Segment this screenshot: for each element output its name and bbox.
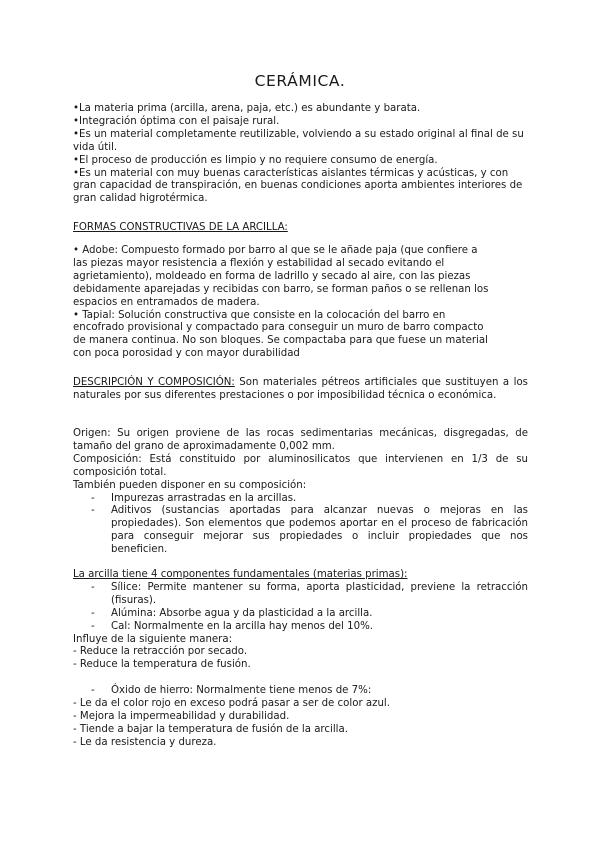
tambien-item: - Impurezas arrastradas en la arcillas. [91, 492, 297, 504]
dash-marker: - [91, 685, 95, 696]
oxido-item: - Le da el color rojo en exceso podrá pasar a ser de color azul. [73, 697, 390, 709]
descripcion-block [73, 377, 528, 403]
tambien-item: - Aditivos (sustancias aportadas para alcanzar nuevas o mejoras en las propiedades). Son elementos que podemos aportar en el proceso de fabricación para conseguir mejorar sus propiedades o incluir propiedades que nos beneficien. [91, 505, 528, 556]
intro-item: •Es un material completamente reutilizable, volviendo a su estado original al final de su vida útil. [73, 128, 524, 153]
oxido-item: - Tiende a bajar la temperatura de fusión de la arcilla. [73, 723, 348, 735]
influye-item: - Reduce la retracción por secado. [73, 646, 248, 658]
influye-item: - Reduce la temperatura de fusión. [73, 659, 251, 671]
intro-item: •Es un material con muy buenas características aislantes térmicas y acústicas, y con gran capacidad de transpiración, en buenas condiciones aporta ambientes interiores de gran calidad higrotérmica. [73, 167, 523, 205]
origen-block [73, 428, 528, 557]
componentes-heading: La arcilla tiene 4 componentes fundamentales (materias primas): [73, 569, 408, 580]
componente-item: - Sílice: Permite mantener su forma, aporta plasticidad, previene la retracción (fisuras). [91, 581, 528, 606]
componente-item: - Cal: Normalmente en la arcilla hay menos del 10%. [91, 620, 373, 632]
tambien-text: También pueden disponer en su composición: [73, 479, 307, 491]
oxido-item: - Mejora la impermeabilidad y durabilidad. [73, 710, 290, 722]
forma-adobe: • Adobe: Compuesto formado por barro al que se le añade paja (que confiere a las piezas mayor resistencia a flexión y estabilidad al secado evitando el agrietamiento), moldeado en forma de ladrillo y secado al aire, con las piezas debidamente aparejadas y recibidas con barro, se forman paños o se rellenan los espacios en entramados de madera. [73, 245, 489, 308]
dash-marker: - [91, 581, 95, 593]
intro-item: •El proceso de producción es limpio y no requiere consumo de energía. [73, 154, 438, 166]
componente-item: - Alúmina: Absorbe agua y da plasticidad a la arcilla. [91, 607, 373, 619]
descripcion-text: Son materiales pétreos artificiales que sustituyen a los naturales por sus diferentes prestaciones o por imposibilidad técnica o económica. [73, 377, 528, 401]
intro-list [73, 103, 528, 206]
page-title: CERÁMICA. [254, 72, 346, 90]
formas-heading-block [73, 222, 528, 235]
dash-marker: - [91, 492, 95, 504]
formas-list [73, 245, 493, 361]
intro-item: •La materia prima (arcilla, arena, paja, etc.) es abundante y barata. [73, 103, 421, 114]
influye-text: Influye de la siguiente manera: [73, 633, 233, 645]
composicion-text: Composición: Está constituido por aluminosilicatos que intervienen en 1/3 de su composición total. [73, 453, 528, 478]
origen-text: Origen: Su origen proviene de las rocas sedimentarias mecánicas, disgregadas, de tamaño del grano de aproximadamente 0,002 mm. [73, 428, 528, 452]
descripcion-heading: DESCRIPCIÓN Y COMPOSICIÓN: [73, 377, 235, 388]
componentes-block [73, 569, 528, 672]
dash-marker: - [91, 607, 95, 619]
dash-marker: - [91, 505, 95, 517]
formas-heading: FORMAS CONSTRUCTIVAS DE LA ARCILLA: [73, 222, 288, 233]
oxido-heading: - Óxido de hierro: Normalmente tiene menos de 7%: [91, 685, 372, 696]
oxido-block [73, 685, 528, 750]
intro-item: •Integración óptima con el paisaje rural. [73, 115, 280, 127]
forma-tapial: • Tapial: Solución constructiva que consiste en la colocación del barro en encofrado provisional y compactado para conseguir un muro de barro compacto de manera continua. No son bloques. Se compactaba para que fuese un material con poca porosidad y con mayor durabilidad [73, 309, 488, 360]
oxido-item: - Le da resistencia y dureza. [73, 736, 217, 748]
dash-marker: - [91, 620, 95, 632]
